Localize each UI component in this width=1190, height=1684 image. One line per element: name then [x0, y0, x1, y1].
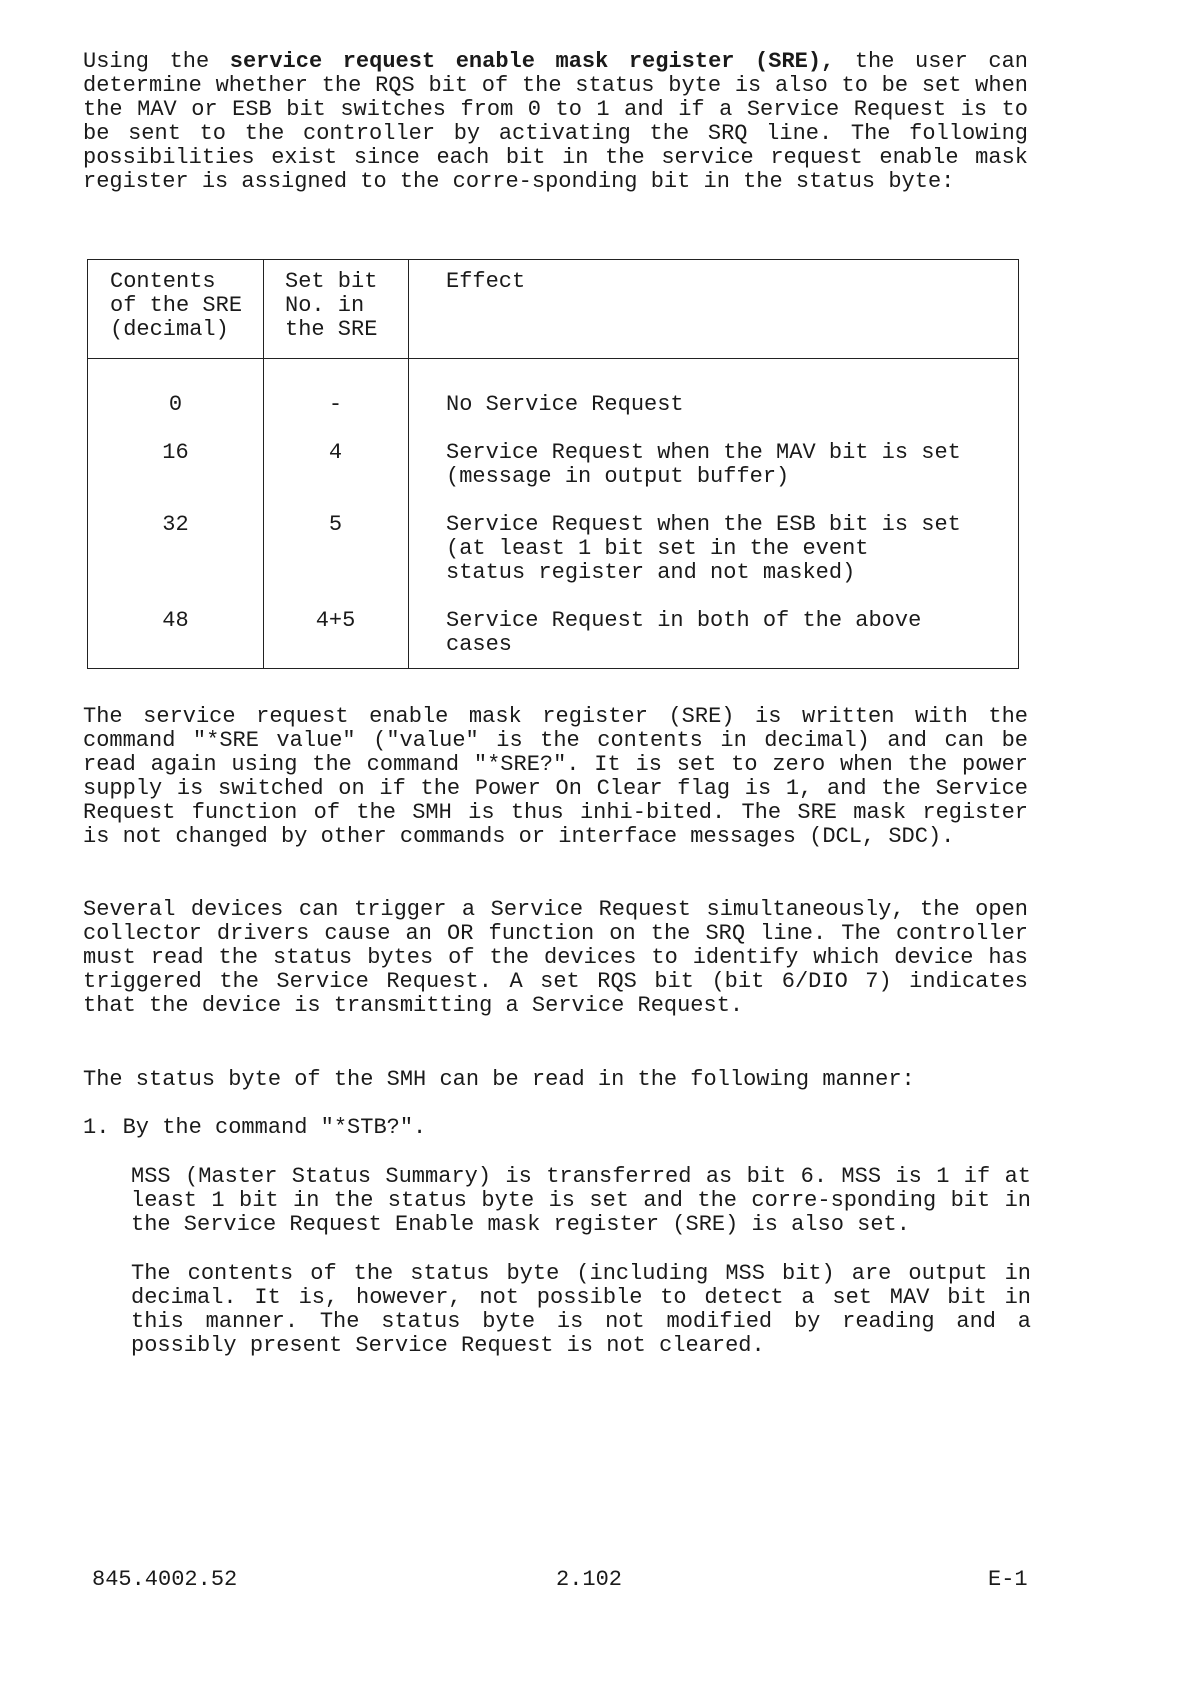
cell-bit: - [328, 392, 343, 417]
footer-doc-number: 845.4002.52 [92, 1567, 238, 1592]
cell-bit: 5 [328, 512, 343, 537]
status-byte-read-paragraph: The status byte of the SMH can be read in the following manner: [83, 1067, 915, 1092]
footer-page-number: 2.102 [556, 1567, 623, 1592]
footer-edition: E-1 [988, 1567, 1028, 1592]
intro-paragraph [83, 50, 1028, 194]
cell-effect: Service Request when the ESB bit is set (at least 1 bit set in the event status register and not masked) [446, 512, 961, 585]
intro-term: service request enable mask register (SRE), [229, 49, 835, 74]
sre-register-paragraph: The service request enable mask register (SRE) is written with the command "*SRE value" ("value" is the contents in decimal) and can be read again using the command "*SRE?". It is set to zero when the power supply is switched on if the Power On Clear flag is 1, and the Service Request function of the SMH is thus inhi-bited. The SRE mask register is not changed by other commands or interface messages (DCL, SDC). [83, 704, 1028, 849]
status-byte-output-paragraph: The contents of the status byte (including MSS bit) are output in decimal. It is, however, not possible to detect a set MAV bit in this manner. The status byte is not modified by reading and a possibly present Service Request is not cleared. [131, 1261, 1031, 1358]
cell-bit: 4 [328, 440, 343, 465]
mss-paragraph: MSS (Master Status Summary) is transferred as bit 6. MSS is 1 if at least 1 bit in the status byte is set and the corre-sponding bit in the Service Request Enable mask register (SRE) is also set. [131, 1164, 1031, 1237]
sre-table [87, 259, 1019, 669]
table-divider [408, 260, 409, 668]
cell-value: 0 [168, 392, 183, 417]
cell-bit: 4+5 [315, 608, 356, 633]
header-set-bit: Set bit No. in the SRE [285, 269, 378, 342]
list-item: 1. By the command "*STB?". [83, 1115, 427, 1140]
cell-effect: Service Request when the MAV bit is set (message in output buffer) [446, 440, 961, 489]
table-header-divider [88, 358, 1018, 359]
intro-lead: Using the [83, 49, 230, 74]
cell-value: 16 [162, 440, 189, 465]
intro-rest: the user can determine whether the RQS bit of the status byte is also to be set when the MAV or ESB bit switches from 0 to 1 and if a Service Request is to be sent to the controller by activating the SRQ line. The following possibilities exist since each bit in the service request enable mask register is assigned to the corre-sponding bit in the status byte: [83, 49, 1028, 194]
cell-value: 48 [162, 608, 189, 633]
multiple-devices-paragraph: Several devices can trigger a Service Request simultaneously, the open collector drivers cause an OR function on the SRQ line. The controller must read the status bytes of the devices to identify which device has triggered the Service Request. A set RQS bit (bit 6/DIO 7) indicates that the device is transmitting a Service Request. [83, 897, 1028, 1018]
cell-value: 32 [162, 512, 189, 537]
cell-effect: No Service Request [446, 392, 684, 417]
cell-effect: Service Request in both of the above cases [446, 608, 922, 657]
header-effect: Effect [446, 269, 526, 294]
header-contents: Contents of the SRE (decimal) [110, 269, 243, 342]
